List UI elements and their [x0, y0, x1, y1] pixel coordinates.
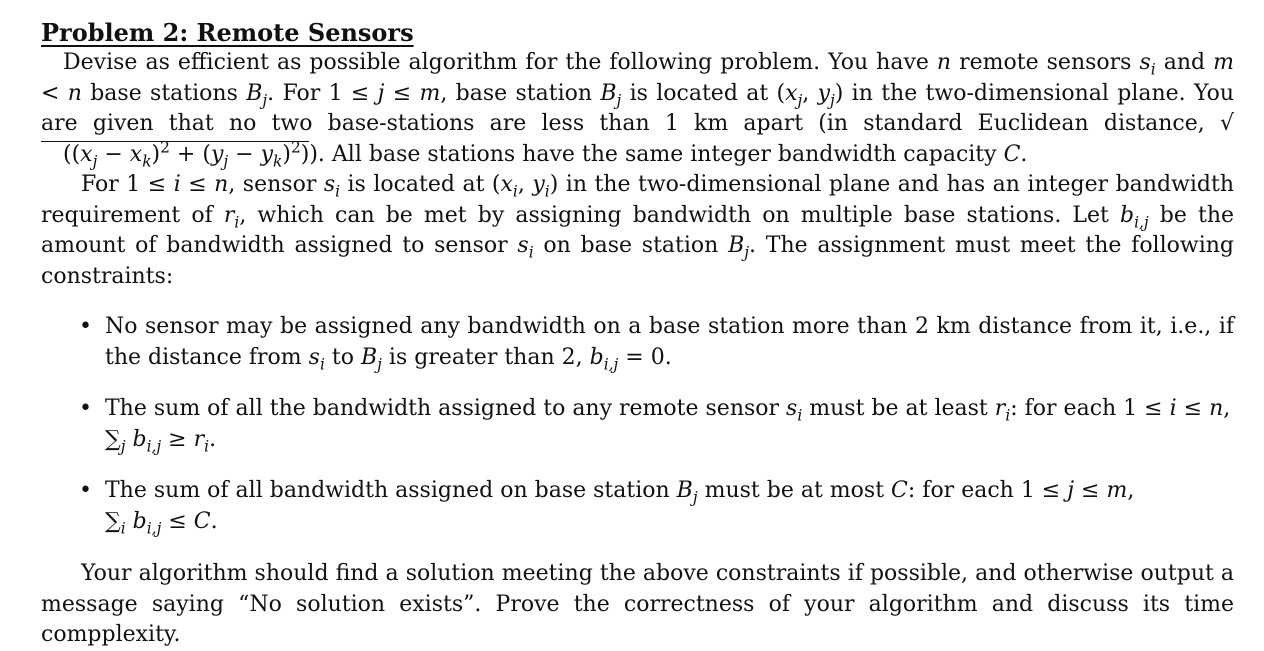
problem-heading: Problem 2: Remote Sensors [41, 18, 414, 47]
bullet-icon: • [79, 478, 92, 503]
sqrt-expression: $√((x_j - x_k)^2 + (y_j - y_k)^2)$ [41, 111, 1234, 167]
intro-paragraph: Devise as efficient as possible algorithm for the following problem. You have n remote sensors $s_i$ and m < n base stations $B_j$. For 1 ≤ j ≤ m, base station $B_j$ is located at ($x_j$, $y_j$) in the two-dimensional plane. You are given that no two base-stations are less than 1 km apart (in standard Euclidean distance, $√((x_j - x_k)^2 + (y_j - y_k)^2)$). All base stations have the same integer bandwidth capacity C. [41, 50, 1235, 170]
list-item: • No sensor may be assigned any bandwidth on a base station more than 2 km distance from it, i.e., if the distance from $s_i$ to $B_j$ is greater than 2, $b_{i,j} = 0$. [79, 314, 1234, 373]
sum-requirement: $\sum_j$ $b_{i,j} \ge r_i$. [105, 426, 217, 455]
constraint-list [41, 312, 1234, 537]
list-item: • The sum of all the bandwidth assigned to any remote sensor $s_i$ must be at least $r_i$: for each 1 ≤ i ≤ n, $\sum_j$ $b_{i,j} \ge r_i$. [79, 396, 1231, 455]
list-item: • The sum of all bandwidth assigned on base station $B_j$ must be at most C: for each 1 ≤ j ≤ m, $\sum_i$ $b_{i,j} \le C$. [79, 478, 1135, 537]
bullet-icon: • [79, 396, 92, 421]
closing-paragraph: Your algorithm should find a solution meeting the above constraints if possible, and otherwise output a message saying “No solution exists”. Prove the correctness of your algorithm and discuss its time compplexity. [41, 561, 1234, 647]
bullet-icon: • [79, 314, 92, 339]
sensor-paragraph: For 1 ≤ i ≤ n, sensor $s_i$ is located at ($x_i$, $y_i$) in the two-dimensional plane and has an integer bandwidth requirement of $r_i$, which can be met by assigning bandwidth on multiple base stations. Let $b_{i,j}$ be the amount of bandwidth assigned to sensor $s_i$ on base station $B_j$. The assignment must meet the following constraints: [41, 172, 1235, 289]
sum-capacity: $\sum_i$ $b_{i,j} \le C$. [105, 508, 218, 537]
